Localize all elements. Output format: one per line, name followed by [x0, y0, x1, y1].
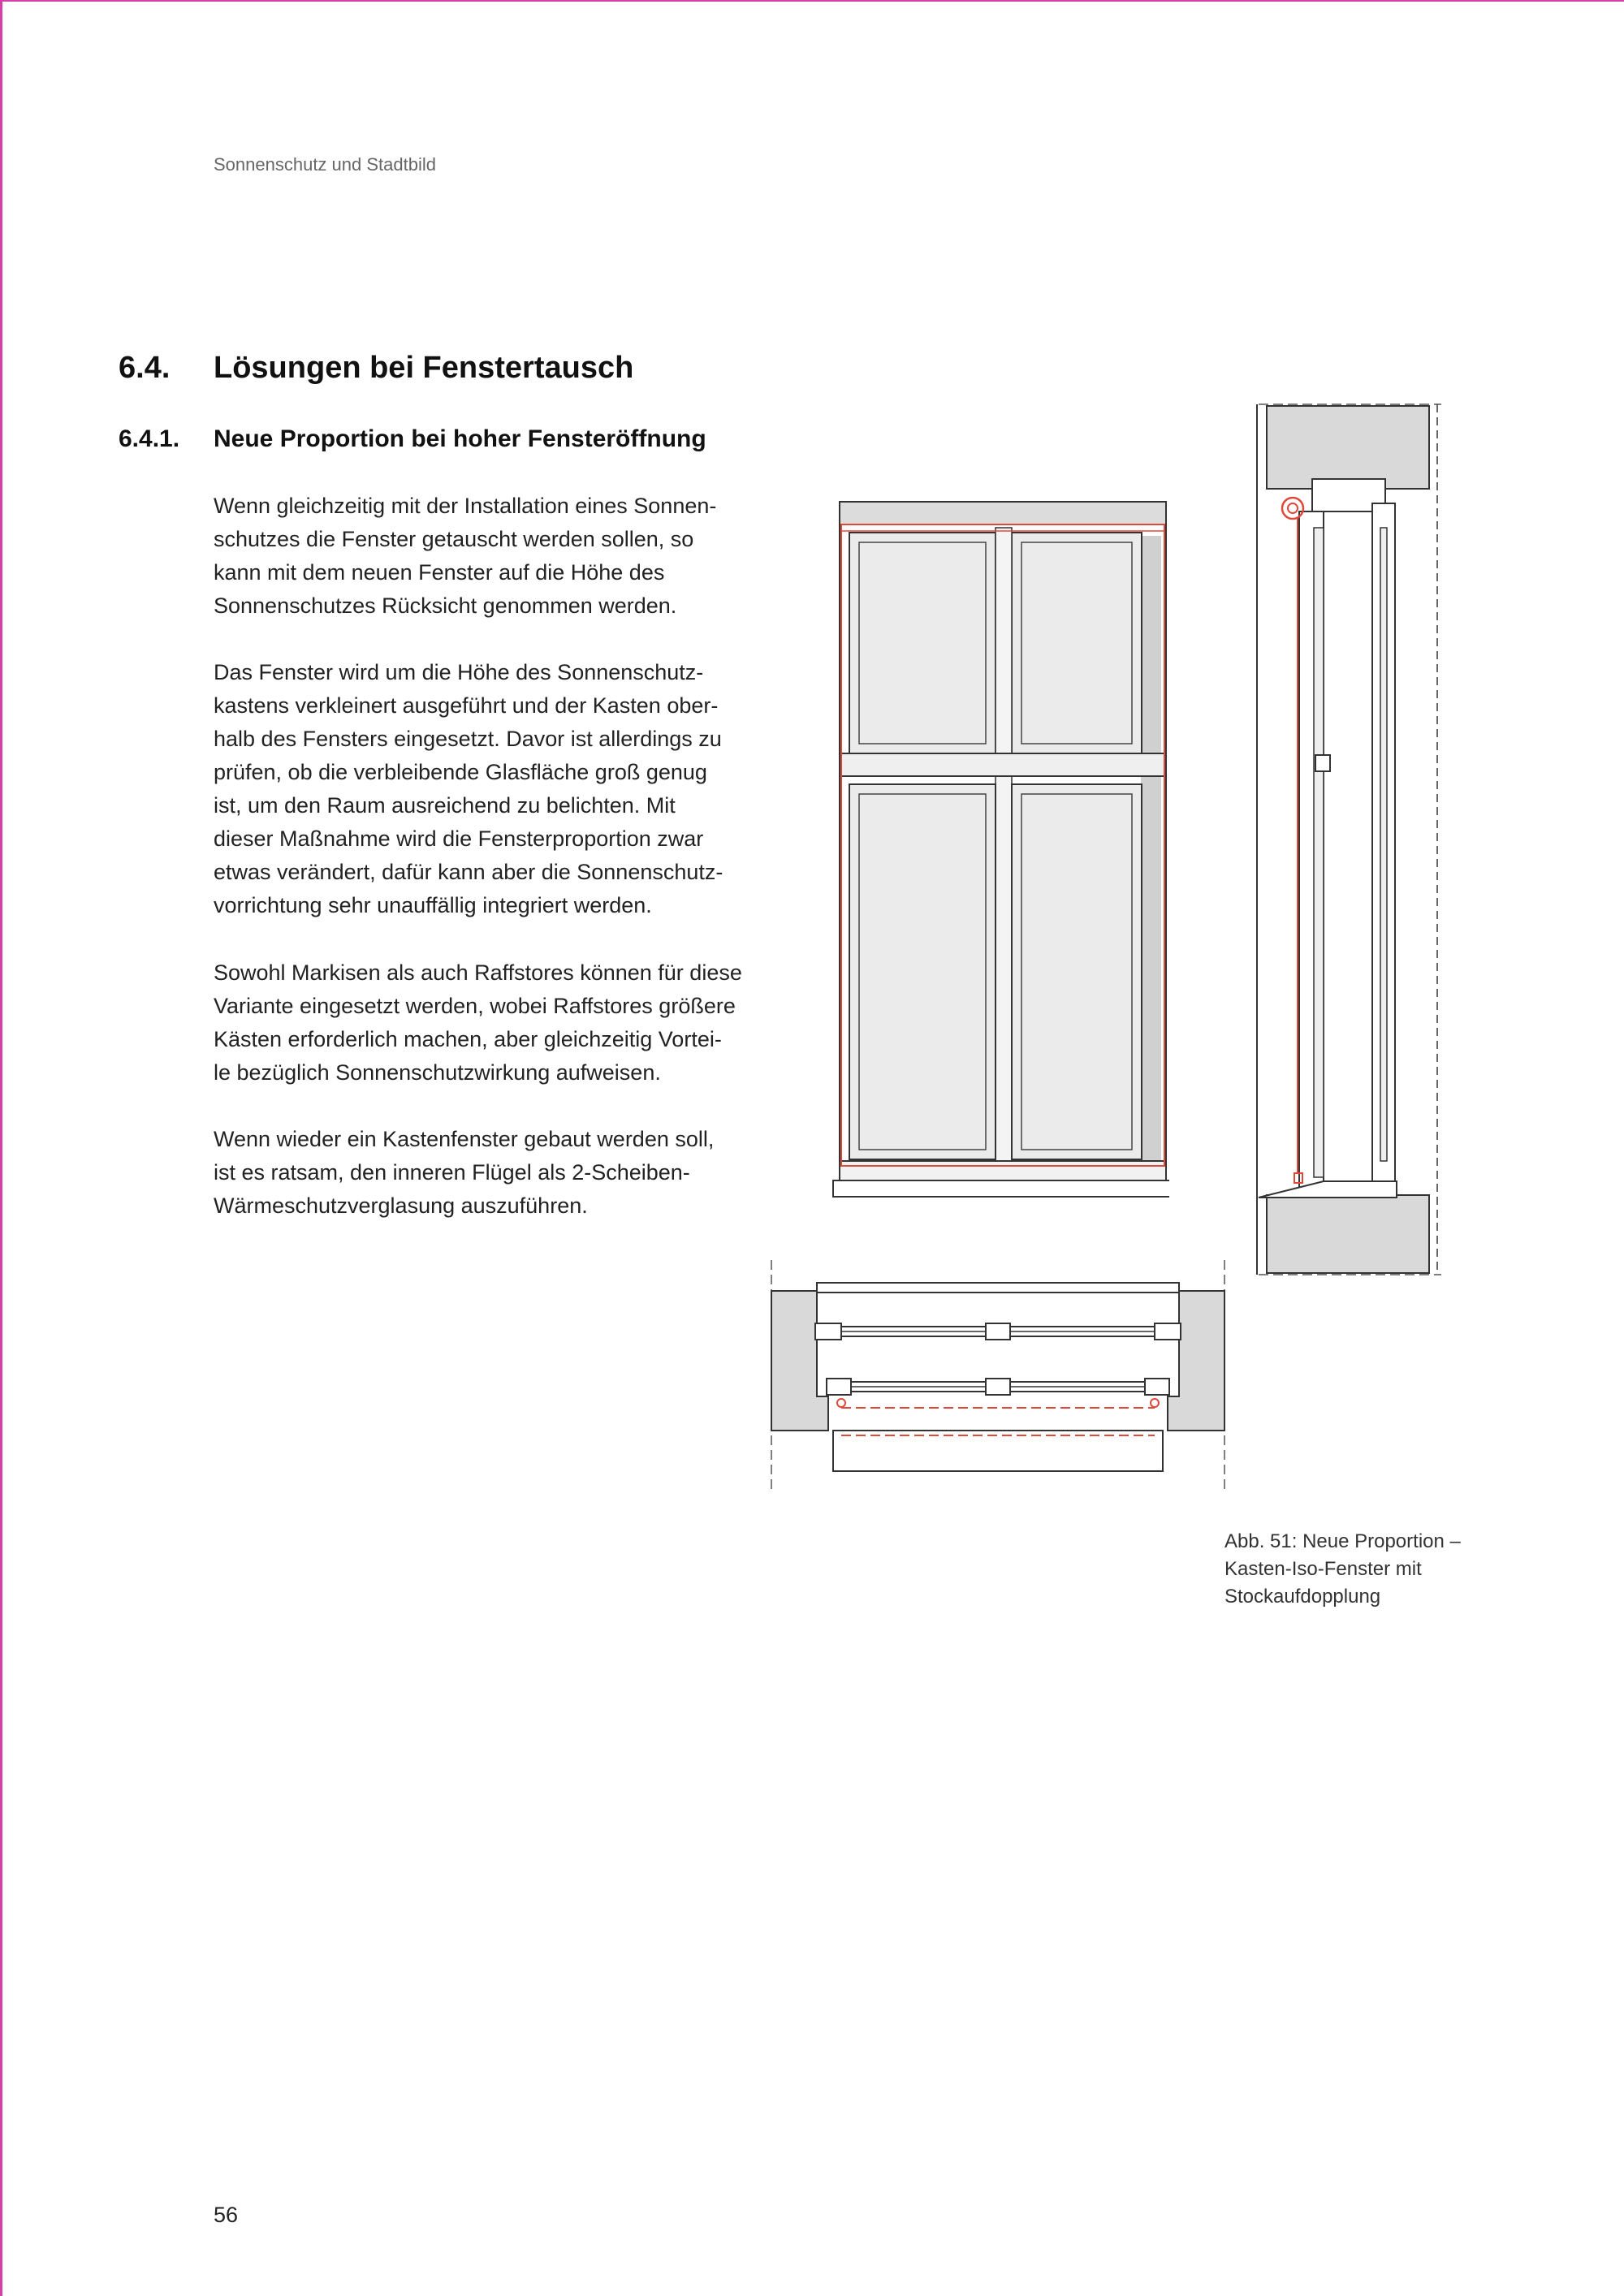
text-line: ist es ratsam, den inneren Flügel als 2-Scheiben-	[214, 1160, 690, 1185]
text-line: Wenn gleichzeitig mit der Installation eines Sonnen-	[214, 494, 717, 518]
text-line: Sonnenschutzes Rücksicht genommen werden.	[214, 593, 677, 618]
text-line: kann mit dem neuen Fenster auf die Höhe des	[214, 560, 665, 585]
paragraph-4	[214, 1123, 749, 1223]
text-line: Das Fenster wird um die Höhe des Sonnenschutz-	[214, 660, 704, 684]
section-number: 6.4.	[119, 351, 171, 385]
paragraph-2	[214, 656, 749, 922]
paragraph-3	[214, 956, 749, 1090]
text-line: prüfen, ob die verbleibende Glasfläche groß genug	[214, 760, 707, 784]
page-edge-marker-top	[0, 0, 1624, 2]
vertical-section-drawing	[1250, 398, 1445, 1283]
text-line: etwas verändert, dafür kann aber die Sonnenschutz-	[214, 860, 723, 884]
text-line: kastens verkleinert ausgeführt und der Kasten ober-	[214, 693, 719, 718]
text-line: Sowohl Markisen als auch Raffstores können für diese	[214, 960, 742, 985]
text-line: dieser Maßnahme wird die Fensterproportion zwar	[214, 826, 704, 851]
horizontal-section-drawing	[767, 1258, 1229, 1494]
text-line: ist, um den Raum ausreichend zu belichten. Mit	[214, 793, 676, 818]
running-head: Sonnenschutz und Stadtbild	[214, 154, 436, 175]
page-edge-marker	[0, 0, 2, 2296]
window-elevation-drawing	[828, 495, 1169, 1210]
text-line: Variante eingesetzt werden, wobei Raffstores größere	[214, 994, 736, 1018]
text-line: Wärmeschutzverglasung auszuführen.	[214, 1193, 588, 1218]
section-title: Lösungen bei Fenstertausch	[214, 351, 634, 385]
paragraph-1	[214, 490, 749, 623]
subsection-number: 6.4.1.	[119, 425, 180, 452]
figure-caption	[1224, 1528, 1461, 1611]
caption-line: Kasten-Iso-Fenster mit	[1224, 1558, 1422, 1580]
page-number: 56	[214, 2203, 239, 2227]
text-line: Kästen erforderlich machen, aber gleichzeitig Vortei-	[214, 1027, 722, 1051]
text-line: vorrichtung sehr unauffällig integriert werden.	[214, 893, 652, 917]
text-line: schutzes die Fenster getauscht werden sollen, so	[214, 527, 694, 551]
caption-line: Stockaufdopplung	[1224, 1586, 1381, 1608]
text-line: Wenn wieder ein Kastenfenster gebaut werden soll,	[214, 1127, 715, 1151]
subsection-title: Neue Proportion bei hoher Fensteröffnung	[214, 425, 706, 452]
text-line: halb des Fensters eingesetzt. Davor ist allerdings zu	[214, 727, 722, 751]
text-line: le bezüglich Sonnenschutzwirkung aufweisen.	[214, 1060, 661, 1085]
caption-line: Abb. 51: Neue Proportion –	[1224, 1530, 1461, 1552]
